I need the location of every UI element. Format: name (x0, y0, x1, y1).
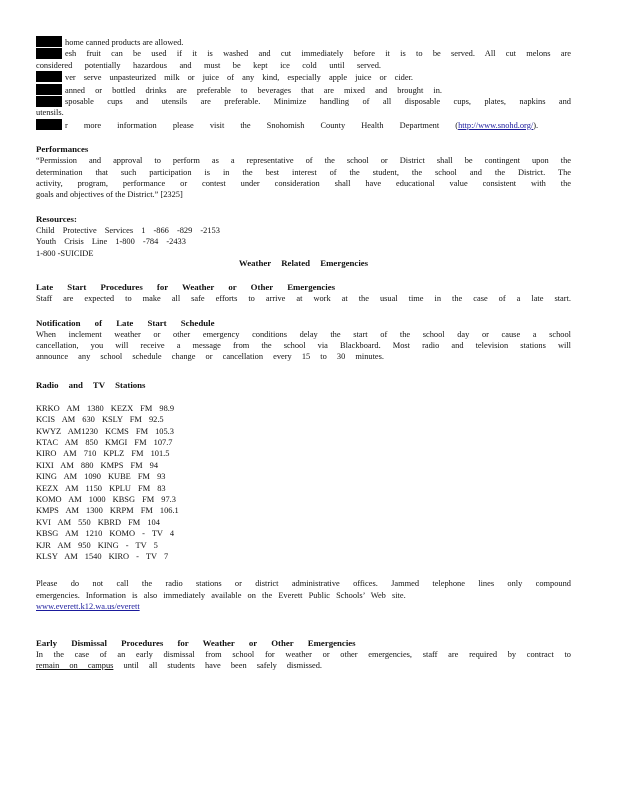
resources-section: Resources: Child Protective Services 1 -866 -829 -2153 Youth Crisis Line 1-800 -784 -2433 1-800 -SUICIDE (36, 213, 571, 259)
redaction-block (36, 36, 62, 47)
section-heading: Performances (36, 144, 89, 155)
performances-section: Performances “Permission and approval to perform as a representative of the school or District shall be contingent upon the determination that such participation is in the best interest of the student, the school and the District. The activity, program, performance or contest under consideration shall have educational value consistent with the goals and objectives of the District.” [2325] (36, 144, 571, 200)
section-heading: Late Start Procedures for Weather or Other Emergencies (36, 282, 336, 293)
health-department-link[interactable]: http://www.snohd.org/ (458, 120, 534, 130)
redaction-block (36, 71, 62, 82)
list-item: r more information please visit the Snohomish County Health Department (http://www.snohd.org/). (36, 119, 571, 131)
list-item: ver serve unpasteurized milk or juice of any kind, especially apple juice or cider. (36, 71, 571, 83)
redaction-block (36, 96, 62, 107)
list-item: KTAC AM 850 KMGI FM 107.7 (36, 437, 173, 447)
section-heading: Early Dismissal Procedures for Weather or Other Emergencies (36, 637, 356, 648)
radio-tv-section: Radio and TV Stations KRKO AM 1380 KEZX FM 98.9 KCIS AM 630 KSLY FM 92.5 KWYZ AM1230 KCMS FM 105.3 KTAC AM 850 KMGI FM 107.7 KIRO AM 710 KPLZ FM 101.5 KIXI AM 880 KMPS FM 94 KING AM 1090 KUBE FM 93 KEZX AM 1150 KPLU FM 83 KOMO AM 1000 KBSG FM 97.3 KMPS AM 1300 KRPM FM 106.1 KVI AM 550 KBRD FM 104 KBSG AM 1210 KOMO - TV 4 KJR AM 950 KING - TV 5 KLSY AM 1540 KIRO - TV 7 Please do not call the radio stations or district administrative offices. Jammed telephone lines only compound emergencies. Information is also immediately available on the Everett Public Schools’ Web site. www.everett.k12.wa.us/everett (36, 379, 571, 612)
list-item: KEZX AM 1150 KPLU FM 83 (36, 483, 166, 493)
section-heading: Notification of Late Start Schedule (36, 317, 215, 328)
document-page (36, 36, 571, 671)
list-item: sposable cups and utensils are preferable. Minimize handling of all disposable cups, plates, napkins and utensils. (36, 97, 571, 118)
list-item: KJR AM 950 KING - TV 5 (36, 540, 158, 550)
list-item: KCIS AM 630 KSLY FM 92.5 (36, 415, 164, 425)
underlined-phrase: remain on campus (36, 661, 114, 671)
list-item: KMPS AM 1300 KRPM FM 106.1 (36, 506, 179, 516)
list-item: home canned products are allowed. (36, 36, 571, 48)
list-item: KIRO AM 710 KPLZ FM 101.5 (36, 449, 170, 459)
notification-section: Notification of Late Start Schedule When inclement weather or other emergency conditions delay the start of the school day or cause a school cancellation, you will receive a message from the school via Blackboard. Most radio and television stations will announce any school schedule change or cancellation every 15 to 30 minutes. (36, 317, 571, 362)
list-item: KVI AM 550 KBRD FM 104 (36, 517, 160, 527)
list-item: KIXI AM 880 KMPS FM 94 (36, 460, 159, 470)
food-safety-list (36, 36, 571, 131)
redaction-block (36, 84, 62, 95)
late-start-section: Late Start Procedures for Weather or Other Emergencies Staff are expected to make all safe efforts to arrive at work at the usual time in the case of a late start. (36, 282, 571, 304)
redaction-block (36, 119, 62, 130)
station-list (36, 403, 571, 563)
early-dismissal-section: Early Dismissal Procedures for Weather or Other Emergencies In the case of an early dismissal from school for weather or other emergencies, staff are required by contract to remain on campus until all students have been safely dismissed. (36, 637, 571, 671)
weather-title: Weather Related Emergencies (238, 258, 369, 269)
list-item: KLSY AM 1540 KIRO - TV 7 (36, 552, 169, 561)
section-heading: Radio and TV Stations (36, 379, 146, 390)
list-item: KING AM 1090 KUBE FM 93 (36, 472, 166, 482)
list-item: KOMO AM 1000 KBSG FM 97.3 (36, 494, 176, 504)
section-heading: Resources: (36, 213, 77, 224)
everett-schools-link[interactable]: www.everett.k12.wa.us/everett (36, 602, 140, 612)
list-item: esh fruit can be used if it is washed and cut immediately before it is to be served. All cut melons are considered potentially hazardous and must be kept ice cold until served. (36, 49, 571, 70)
list-item: KRKO AM 1380 KEZX FM 98.9 (36, 403, 175, 413)
list-item: anned or bottled drinks are preferable to beverages that are mixed and brought in. (36, 84, 571, 96)
list-item: KWYZ AM1230 KCMS FM 105.3 (36, 426, 174, 436)
list-item: KBSG AM 1210 KOMO - TV 4 (36, 529, 175, 539)
redaction-block (36, 48, 62, 59)
